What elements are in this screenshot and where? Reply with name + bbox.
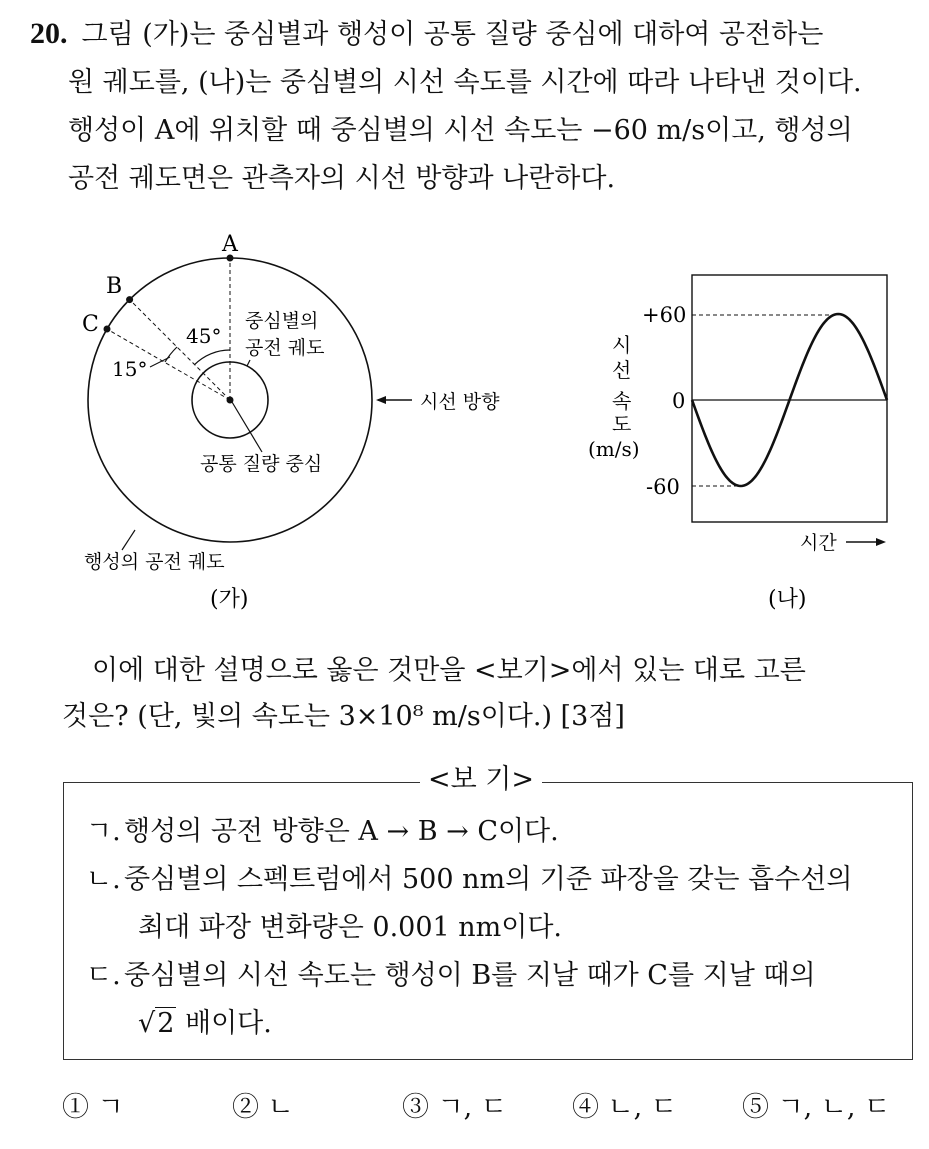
bogi-item-3 <box>86 952 906 1000</box>
choice-2[interactable]: ② ㄴ <box>232 1092 294 1123</box>
y-unit: (m/s) <box>588 437 640 461</box>
bogi-mark-2: ㄴ. <box>86 864 121 895</box>
bogi-text-2: 중심별의 스펙트럼에서 500 nm의 기준 파장을 갖는 흡수선의 <box>124 864 853 895</box>
angle-15-label: 15° <box>112 357 148 381</box>
stem-line-1: 그림 (가)는 중심별과 행성이 공통 질량 중심에 대하여 공전하는 <box>81 19 824 50</box>
ylabel-char-1: 시 <box>612 333 632 357</box>
arrowhead-left <box>376 396 386 404</box>
figure-b-velocity-chart <box>580 270 920 615</box>
star-orbit-label-1: 중심별의 <box>245 310 319 332</box>
line-of-sight-label: 시선 방향 <box>420 391 500 413</box>
bogi-text-1: 행성의 공전 방향은 A → B → C이다. <box>124 816 559 847</box>
ytick-minus60: -60 <box>646 475 680 499</box>
sqrt-expression: √2 <box>138 1008 175 1039</box>
question-number: 20. <box>30 17 68 50</box>
line-to-B <box>130 300 230 400</box>
x-arrowhead <box>876 538 886 546</box>
ylabel-char-3: 속 <box>612 389 632 413</box>
star-orbit-label-2: 공전 궤도 <box>245 337 325 359</box>
question-prompt <box>62 648 922 740</box>
ylabel-char-2: 선 <box>612 358 632 382</box>
x-axis-label: 시간 <box>800 532 837 554</box>
stem-line-3: 행성이 A에 위치할 때 중심별의 시선 속도는 −60 m/s이고, 행성의 <box>68 115 853 146</box>
stem-line-2: 원 궤도를, (나)는 중심별의 시선 속도를 시간에 따라 나타낸 것이다. <box>68 67 862 98</box>
sqrt-radicand: 2 <box>157 1008 175 1039</box>
answer-choices <box>62 1088 922 1128</box>
figure-a-caption: (가) <box>210 587 249 612</box>
ytick-zero: 0 <box>672 389 686 413</box>
bogi-text-3b-wrap <box>86 1000 906 1048</box>
point-C <box>104 326 111 333</box>
bogi-text-3b: 배이다. <box>176 1008 272 1039</box>
bogi-item-2 <box>86 856 906 904</box>
angle-15-pointer <box>150 357 170 367</box>
planet-orbit-pointer <box>122 530 135 550</box>
bogi-item-1 <box>86 808 906 856</box>
choice-5[interactable]: ⑤ ㄱ, ㄴ, ㄷ <box>742 1092 891 1123</box>
planet-orbit-label: 행성의 공전 궤도 <box>84 551 225 573</box>
bogi-title: <보 기> <box>420 762 542 798</box>
angle-45-label: 45° <box>186 324 222 348</box>
bogi-mark-3: ㄷ. <box>86 960 121 991</box>
label-B: B <box>106 274 123 299</box>
choice-4[interactable]: ④ ㄴ, ㄷ <box>572 1092 677 1123</box>
star-orbit-pointer <box>247 360 250 366</box>
point-B <box>126 296 133 303</box>
label-A: A <box>222 232 238 257</box>
center-of-mass-label: 공통 질량 중심 <box>200 453 323 475</box>
bogi-mark-1: ㄱ. <box>86 816 121 847</box>
figure-b-caption: (나) <box>768 587 807 612</box>
bogi-items <box>86 808 906 1048</box>
stem-line-4: 공전 궤도면은 관측자의 시선 방향과 나란하다. <box>68 163 616 194</box>
figure-a-orbit-diagram <box>70 225 500 615</box>
prompt-line-2: 것은? (단, 빛의 속도는 3×10⁸ m/s이다.) [3점] <box>62 701 625 732</box>
angle-arc-15 <box>165 347 177 362</box>
choice-1[interactable]: ① ㄱ <box>62 1092 124 1123</box>
prompt-line-1: 이에 대한 설명으로 옳은 것만을 <보기>에서 있는 대로 고른 <box>92 655 806 686</box>
bogi-text-3: 중심별의 시선 속도는 행성이 B를 지날 때가 C를 지날 때의 <box>124 960 816 991</box>
ytick-plus60: +60 <box>642 303 687 327</box>
question-stem <box>30 10 910 203</box>
label-C: C <box>82 312 99 337</box>
choice-3[interactable]: ③ ㄱ, ㄷ <box>402 1092 507 1123</box>
bogi-text-2b: 최대 파장 변화량은 0.001 nm이다. <box>138 912 563 943</box>
ylabel-char-4: 도 <box>612 412 632 436</box>
